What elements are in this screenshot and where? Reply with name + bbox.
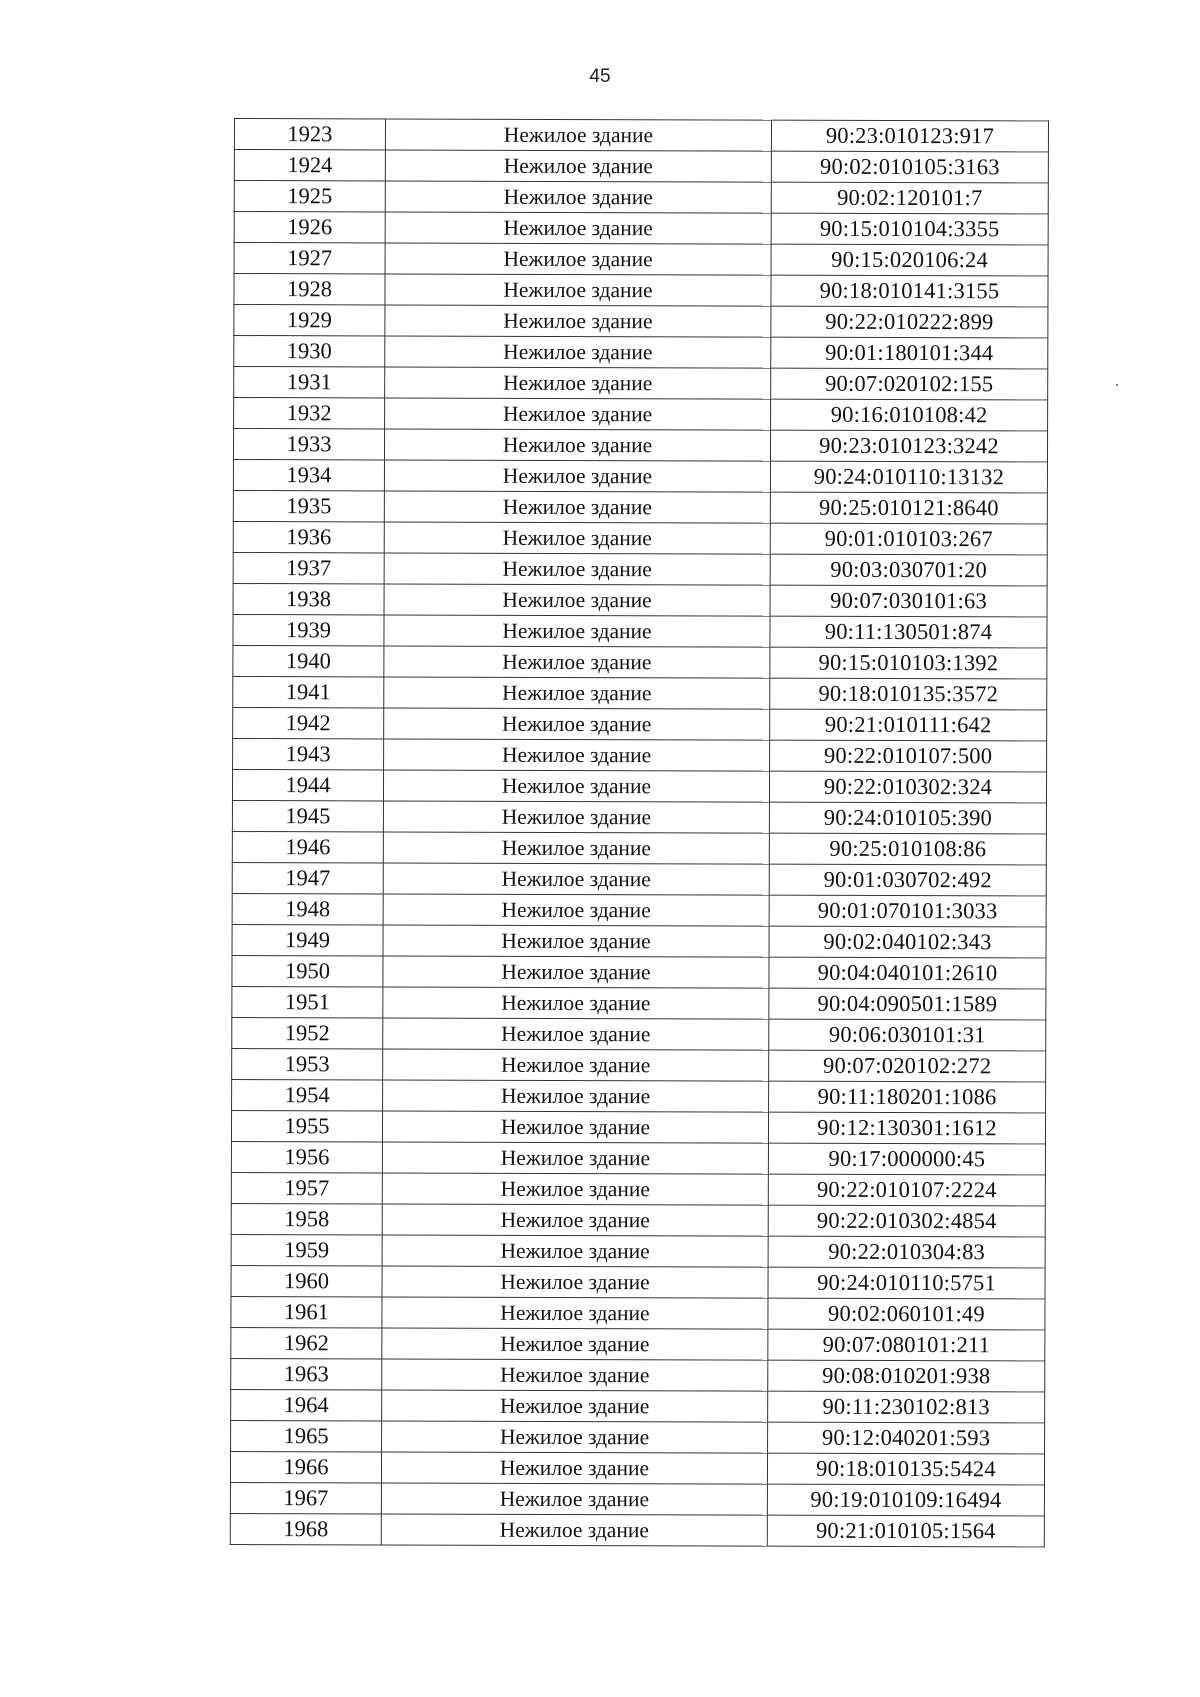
object-type-cell: Нежилое здание — [381, 1514, 767, 1546]
object-type-cell: Нежилое здание — [382, 1359, 768, 1391]
object-type-cell: Нежилое здание — [385, 181, 771, 213]
row-number-cell: 1940 — [233, 645, 384, 676]
table-row — [234, 243, 1048, 276]
table-row — [233, 459, 1047, 492]
object-type-cell: Нежилое здание — [385, 243, 771, 275]
cadastral-number-cell: 90:01:180101:344 — [771, 337, 1048, 369]
table-row — [231, 1296, 1045, 1329]
table-row — [232, 862, 1046, 895]
table-row — [231, 1358, 1045, 1391]
object-type-cell: Нежилое здание — [384, 429, 770, 461]
row-number-cell: 1951 — [232, 986, 383, 1017]
table-row — [232, 1048, 1046, 1081]
row-number-cell: 1955 — [231, 1110, 382, 1141]
cadastral-number-cell: 90:01:010103:267 — [770, 523, 1047, 555]
cadastral-number-cell: 90:18:010141:3155 — [771, 275, 1048, 307]
object-type-cell: Нежилое здание — [382, 1235, 768, 1267]
row-number-cell: 1936 — [233, 521, 384, 552]
cadastral-number-cell: 90:24:010110:13132 — [770, 461, 1047, 493]
cadastral-number-cell: 90:12:130301:1612 — [768, 1112, 1045, 1144]
table-row — [231, 1234, 1045, 1267]
object-type-cell: Нежилое здание — [385, 336, 771, 368]
cadastral-number-cell: 90:04:090501:1589 — [769, 988, 1046, 1020]
cadastral-number-cell: 90:24:010105:390 — [769, 802, 1046, 834]
row-number-cell: 1948 — [232, 893, 383, 924]
cadastral-number-cell: 90:15:020106:24 — [771, 244, 1048, 276]
row-number-cell: 1931 — [234, 367, 385, 398]
cadastral-number-cell: 90:01:030702:492 — [769, 864, 1046, 896]
cadastral-number-cell: 90:04:040101:2610 — [769, 957, 1046, 989]
object-type-cell: Нежилое здание — [382, 1297, 768, 1329]
table-row — [232, 986, 1046, 1019]
table-row — [231, 1265, 1045, 1298]
object-type-cell: Нежилое здание — [382, 1328, 768, 1360]
cadastral-number-cell: 90:24:010110:5751 — [768, 1267, 1045, 1299]
object-type-cell: Нежилое здание — [382, 1142, 768, 1174]
row-number-cell: 1933 — [233, 429, 384, 460]
row-number-cell: 1925 — [234, 181, 385, 212]
table-row — [232, 831, 1046, 864]
row-number-cell: 1956 — [231, 1141, 382, 1172]
cadastral-number-cell: 90:22:010304:83 — [768, 1236, 1045, 1268]
object-type-cell: Нежилое здание — [381, 1452, 767, 1484]
table-row — [234, 305, 1048, 338]
cadastral-number-cell: 90:19:010109:16494 — [767, 1484, 1044, 1516]
object-type-cell: Нежилое здание — [381, 1483, 767, 1515]
object-type-cell: Нежилое здание — [382, 1390, 768, 1422]
object-type-cell: Нежилое здание — [384, 460, 770, 492]
cadastral-number-cell: 90:07:020102:272 — [769, 1050, 1046, 1082]
object-type-cell: Нежилое здание — [385, 119, 771, 151]
table-row — [232, 1017, 1046, 1050]
property-registry-table — [230, 118, 1049, 1547]
table-row — [231, 1389, 1045, 1422]
row-number-cell: 1945 — [232, 800, 383, 831]
row-number-cell: 1941 — [233, 676, 384, 707]
object-type-cell: Нежилое здание — [383, 956, 769, 988]
cadastral-number-cell: 90:23:010123:3242 — [770, 430, 1047, 462]
cadastral-number-cell: 90:21:010111:642 — [770, 709, 1047, 741]
cadastral-number-cell: 90:25:010121:8640 — [770, 492, 1047, 524]
object-type-cell: Нежилое здание — [385, 150, 771, 182]
row-number-cell: 1927 — [234, 243, 385, 274]
object-type-cell: Нежилое здание — [383, 1018, 769, 1050]
object-type-cell: Нежилое здание — [383, 1049, 769, 1081]
table-row — [233, 676, 1047, 709]
cadastral-number-cell: 90:01:070101:3033 — [769, 895, 1046, 927]
object-type-cell: Нежилое здание — [383, 925, 769, 957]
table-row — [234, 119, 1048, 152]
table-row — [233, 429, 1047, 462]
object-type-cell: Нежилое здание — [385, 274, 771, 306]
row-number-cell: 1944 — [232, 769, 383, 800]
table-row — [231, 1141, 1045, 1174]
object-type-cell: Нежилое здание — [384, 553, 770, 585]
row-number-cell: 1924 — [234, 150, 385, 181]
row-number-cell: 1935 — [233, 490, 384, 521]
object-type-cell: Нежилое здание — [382, 1173, 768, 1205]
table-row — [231, 1172, 1045, 1205]
object-type-cell: Нежилое здание — [384, 584, 770, 616]
table-row — [232, 924, 1046, 957]
row-number-cell: 1929 — [234, 305, 385, 336]
page-number: 45 — [589, 66, 611, 87]
table-row — [230, 1482, 1044, 1515]
object-type-cell: Нежилое здание — [384, 677, 770, 709]
row-number-cell: 1939 — [233, 614, 384, 645]
table-row — [234, 150, 1048, 183]
table-row — [231, 1420, 1045, 1453]
cadastral-number-cell: 90:02:120101:7 — [771, 182, 1048, 214]
cadastral-number-cell: 90:23:010123:917 — [771, 120, 1048, 152]
object-type-cell: Нежилое здание — [385, 212, 771, 244]
table-row — [233, 738, 1047, 771]
cadastral-number-cell: 90:12:040201:593 — [768, 1422, 1045, 1454]
row-number-cell: 1932 — [234, 398, 385, 429]
row-number-cell: 1937 — [233, 552, 384, 583]
object-type-cell: Нежилое здание — [384, 708, 770, 740]
table-row — [232, 800, 1046, 833]
row-number-cell: 1962 — [231, 1327, 382, 1358]
object-type-cell: Нежилое здание — [383, 801, 769, 833]
row-number-cell: 1947 — [232, 862, 383, 893]
object-type-cell: Нежилое здание — [383, 894, 769, 926]
row-number-cell: 1965 — [231, 1420, 382, 1451]
cadastral-number-cell: 90:18:010135:5424 — [767, 1453, 1044, 1485]
table-row — [233, 552, 1047, 585]
cadastral-number-cell: 90:08:010201:938 — [768, 1360, 1045, 1392]
row-number-cell: 1958 — [231, 1203, 382, 1234]
row-number-cell: 1964 — [231, 1389, 382, 1420]
object-type-cell: Нежилое здание — [383, 987, 769, 1019]
scan-speck — [1116, 384, 1118, 386]
cadastral-number-cell: 90:15:010103:1392 — [770, 647, 1047, 679]
row-number-cell: 1959 — [231, 1234, 382, 1265]
table-row — [234, 367, 1048, 400]
table-row — [234, 274, 1048, 307]
cadastral-number-cell: 90:02:010105:3163 — [771, 151, 1048, 183]
row-number-cell: 1960 — [231, 1265, 382, 1296]
table-row — [233, 707, 1047, 740]
row-number-cell: 1961 — [231, 1296, 382, 1327]
row-number-cell: 1942 — [233, 707, 384, 738]
cadastral-number-cell: 90:15:010104:3355 — [771, 213, 1048, 245]
registry-table-body — [230, 119, 1048, 1547]
cadastral-number-cell: 90:22:010107:500 — [770, 740, 1047, 772]
row-number-cell: 1946 — [232, 831, 383, 862]
object-type-cell: Нежилое здание — [382, 1204, 768, 1236]
row-number-cell: 1928 — [234, 274, 385, 305]
row-number-cell: 1963 — [231, 1358, 382, 1389]
table-row — [232, 955, 1046, 988]
object-type-cell: Нежилое здание — [383, 1080, 769, 1112]
row-number-cell: 1923 — [234, 119, 385, 150]
table-row — [231, 1327, 1045, 1360]
table-row — [232, 1079, 1046, 1112]
table-row — [233, 645, 1047, 678]
row-number-cell: 1938 — [233, 583, 384, 614]
cadastral-number-cell: 90:22:010302:4854 — [768, 1205, 1045, 1237]
table-row — [230, 1513, 1044, 1546]
row-number-cell: 1930 — [234, 336, 385, 367]
table-row — [234, 398, 1048, 431]
cadastral-number-cell: 90:22:010107:2224 — [768, 1174, 1045, 1206]
table-row — [230, 1451, 1044, 1484]
cadastral-number-cell: 90:25:010108:86 — [769, 833, 1046, 865]
row-number-cell: 1952 — [232, 1017, 383, 1048]
object-type-cell: Нежилое здание — [384, 491, 770, 523]
row-number-cell: 1953 — [232, 1048, 383, 1079]
object-type-cell: Нежилое здание — [382, 1111, 768, 1143]
object-type-cell: Нежилое здание — [384, 615, 770, 647]
cadastral-number-cell: 90:02:040102:343 — [769, 926, 1046, 958]
table-row — [231, 1110, 1045, 1143]
row-number-cell: 1967 — [230, 1482, 381, 1513]
cadastral-number-cell: 90:17:000000:45 — [768, 1143, 1045, 1175]
cadastral-number-cell: 90:02:060101:49 — [768, 1298, 1045, 1330]
object-type-cell: Нежилое здание — [384, 739, 770, 771]
cadastral-number-cell: 90:06:030101:31 — [769, 1019, 1046, 1051]
row-number-cell: 1950 — [232, 955, 383, 986]
object-type-cell: Нежилое здание — [384, 646, 770, 678]
table-row — [233, 490, 1047, 523]
object-type-cell: Нежилое здание — [385, 367, 771, 399]
cadastral-number-cell: 90:11:130501:874 — [770, 616, 1047, 648]
cadastral-number-cell: 90:11:230102:813 — [768, 1391, 1045, 1423]
table-row — [233, 614, 1047, 647]
cadastral-number-cell: 90:22:010222:899 — [771, 306, 1048, 338]
row-number-cell: 1957 — [231, 1172, 382, 1203]
object-type-cell: Нежилое здание — [383, 832, 769, 864]
cadastral-number-cell: 90:22:010302:324 — [769, 771, 1046, 803]
cadastral-number-cell: 90:07:030101:63 — [770, 585, 1047, 617]
object-type-cell: Нежилое здание — [385, 398, 771, 430]
row-number-cell: 1943 — [233, 738, 384, 769]
cadastral-number-cell: 90:03:030701:20 — [770, 554, 1047, 586]
table-row — [233, 521, 1047, 554]
object-type-cell: Нежилое здание — [383, 863, 769, 895]
object-type-cell: Нежилое здание — [382, 1266, 768, 1298]
cadastral-number-cell: 90:16:010108:42 — [771, 399, 1048, 431]
row-number-cell: 1954 — [232, 1079, 383, 1110]
row-number-cell: 1926 — [234, 212, 385, 243]
table-row — [234, 181, 1048, 214]
table-row — [233, 583, 1047, 616]
table-row — [231, 1203, 1045, 1236]
object-type-cell: Нежилое здание — [382, 1421, 768, 1453]
row-number-cell: 1968 — [230, 1513, 381, 1544]
row-number-cell: 1934 — [233, 459, 384, 490]
cadastral-number-cell: 90:21:010105:1564 — [767, 1515, 1044, 1547]
row-number-cell: 1949 — [232, 924, 383, 955]
object-type-cell: Нежилое здание — [385, 305, 771, 337]
object-type-cell: Нежилое здание — [384, 522, 770, 554]
cadastral-number-cell: 90:11:180201:1086 — [769, 1081, 1046, 1113]
cadastral-number-cell: 90:07:080101:211 — [768, 1329, 1045, 1361]
object-type-cell: Нежилое здание — [383, 770, 769, 802]
table-row — [232, 769, 1046, 802]
table-row — [234, 336, 1048, 369]
table-row — [232, 893, 1046, 926]
table-row — [234, 212, 1048, 245]
cadastral-number-cell: 90:18:010135:3572 — [770, 678, 1047, 710]
cadastral-number-cell: 90:07:020102:155 — [771, 368, 1048, 400]
row-number-cell: 1966 — [230, 1451, 381, 1482]
